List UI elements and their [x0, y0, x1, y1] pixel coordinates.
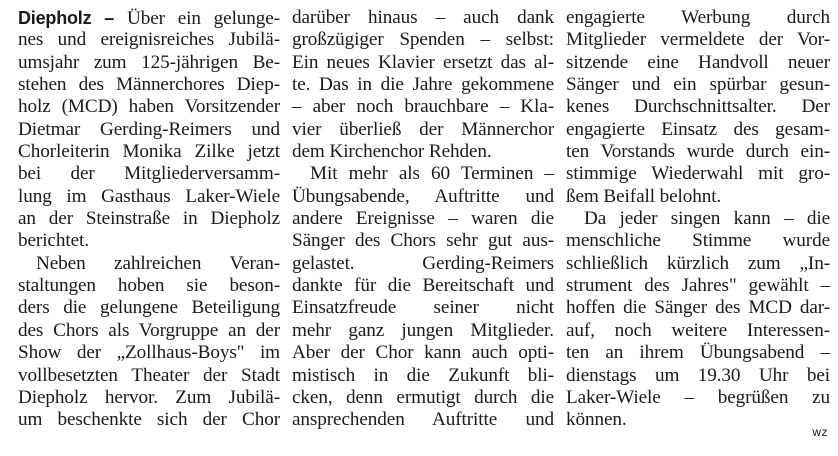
line-text: ten an ihrem Übungsabend –: [566, 342, 830, 364]
line-text: Diepholz hervor. Zum Jubilä-: [18, 386, 280, 408]
line-text: Mit mehr als 60 Terminen –: [310, 163, 554, 185]
article-line: [566, 320, 830, 342]
article-line: [18, 163, 280, 185]
line-text: stehen des Männerchores Diep-: [18, 74, 280, 96]
line-text: mistisch in die Zukunft bli-: [292, 364, 554, 386]
line-text: umsjahr zum 125-jährigen Be-: [18, 51, 280, 73]
line-text: um beschenkte sich der Chor: [18, 409, 280, 431]
line-text: Sänger und ein spürbar gesun-: [566, 74, 830, 96]
line-text: bei der Mitgliederversamm-: [18, 163, 280, 185]
article-line: [292, 96, 554, 118]
article-line: [566, 29, 830, 51]
article-line: [566, 275, 830, 297]
article-line: [566, 253, 830, 275]
article-line: [292, 163, 554, 185]
article-line: [292, 365, 554, 387]
line-text: des Chors als Vorgruppe an der: [18, 319, 280, 341]
article-line: [566, 342, 830, 364]
line-text: großzügiger Spenden – selbst:: [292, 29, 554, 51]
line-text: können.: [566, 409, 627, 431]
article-line: [566, 230, 830, 252]
line-text: Chorleiterin Monika Zilke jetzt: [18, 141, 280, 163]
article-line: [292, 230, 554, 252]
line-text: gelastet. Gerding-Reimers: [292, 252, 554, 274]
line-text: Show der „Zollhaus-Boys" im: [18, 342, 280, 364]
line-text: darüber hinaus – auch dank: [292, 7, 554, 28]
line-text: vollbesetzten Theater der Stadt: [18, 364, 280, 386]
line-text: dem Kirchenchor Rehden.: [292, 141, 492, 163]
article-line: [18, 74, 280, 96]
article-line: [18, 141, 280, 163]
line-text: Sänger des Chors sehr gut aus-: [292, 230, 554, 252]
article-line: [18, 96, 280, 118]
line-text: ansprechenden Auftritte und: [292, 409, 554, 431]
article-line: [566, 74, 830, 96]
line-text: staltungen hoben sie beson-: [18, 275, 280, 297]
article-line: [292, 208, 554, 230]
article-line: [292, 7, 554, 29]
line-text: engagierte Einsatz des gesam-: [566, 118, 830, 140]
article-line: [18, 365, 280, 387]
article-line: [566, 52, 830, 74]
line-text: strument des Jahres" gewählt –: [566, 275, 830, 297]
line-text: auf, noch weitere Interessen-: [566, 319, 830, 341]
line-text: ßem Beifall belohnt.: [566, 185, 722, 207]
article-line: [292, 297, 554, 319]
line-text: ten Vorstands wurde durch ein-: [566, 141, 830, 163]
line-text: mehr ganz jungen Mitglieder.: [292, 319, 554, 341]
article-line: [566, 163, 830, 185]
line-text: cken, denn ermutigt durch die: [292, 386, 554, 408]
line-text: Da jeder singen kann – die: [584, 208, 830, 230]
article-line: [18, 119, 280, 141]
line-text: holz (MCD) haben Vorsitzender: [18, 96, 280, 118]
article-line: [566, 96, 830, 118]
article-line: [292, 186, 554, 208]
line-text: dankte für die Bereitschaft und: [292, 275, 554, 297]
line-text: stimmige Wiederwahl mit gro-: [566, 163, 830, 185]
line-text: ders die gelungene Beteiligung: [18, 297, 280, 319]
article-line: [18, 7, 280, 29]
article-line: [292, 320, 554, 342]
line-text: te. Das in die Jahre gekommene: [292, 74, 554, 96]
article-line: [292, 119, 554, 141]
article-line: [292, 409, 554, 431]
article-line: [18, 52, 280, 74]
article-line: [292, 74, 554, 96]
article-line: [18, 342, 280, 364]
line-text: Übungsabende, Auftritte und: [292, 185, 554, 207]
dateline: Diepholz –: [18, 8, 127, 28]
article-line: [18, 409, 280, 431]
line-text: menschliche Stimme wurde: [566, 230, 830, 252]
line-text: – aber noch brauchbare – Kla-: [292, 96, 554, 118]
article-line: [566, 409, 830, 431]
article-line: [566, 297, 830, 319]
line-text: sitzende eine Handvoll neuer: [566, 51, 830, 73]
article-line: [18, 320, 280, 342]
line-text: andere Ereignisse – waren die: [292, 208, 554, 230]
article-line: [292, 387, 554, 409]
article-line: [18, 275, 280, 297]
article-line: [292, 141, 554, 163]
article-line: [18, 186, 280, 208]
article-line: [292, 342, 554, 364]
line-text: vier überließ der Männerchor: [292, 118, 554, 140]
article-line: [292, 275, 554, 297]
line-text: lung im Gasthaus Laker-Wiele: [18, 185, 280, 207]
article-line: [292, 29, 554, 51]
article-column-1: [18, 7, 280, 432]
line-text: Neben zahlreichen Veran-: [36, 252, 280, 274]
article-line: [566, 208, 830, 230]
line-text: nes und ereignisreiches Jubilä-: [18, 29, 280, 51]
line-text: schließlich kürzlich zum „In-: [566, 252, 830, 274]
line-text: berichtet.: [18, 230, 89, 252]
article-line: [18, 297, 280, 319]
article-line: [18, 253, 280, 275]
article-column-2: [292, 7, 554, 432]
article-line: [18, 230, 280, 252]
article-line: [566, 119, 830, 141]
article-line: [292, 52, 554, 74]
article-line: [566, 186, 830, 208]
article-line: [292, 253, 554, 275]
line-text: Über ein gelunge-: [127, 8, 280, 29]
line-text: hoffen die Sänger des MCD dar-: [566, 297, 830, 319]
line-text: Einsatzfreude seiner nicht: [292, 297, 554, 319]
line-text: kenes Durchschnittsalter. Der: [566, 96, 830, 118]
article-line: [566, 387, 830, 409]
line-text: Mitglieder vermeldete der Vor-: [566, 29, 830, 51]
article-line: [566, 141, 830, 163]
article-line: [566, 365, 830, 387]
article-line: [18, 29, 280, 51]
line-text: Aber der Chor kann auch opti-: [292, 342, 554, 364]
article-line: [18, 208, 280, 230]
author-byline: wz: [812, 425, 828, 439]
line-text: Laker-Wiele – begrüßen zu: [566, 386, 830, 408]
article-line: [18, 387, 280, 409]
article-line: [566, 7, 830, 29]
line-text: engagierte Werbung durch: [566, 7, 830, 28]
line-text: an der Steinstraße in Diepholz: [18, 208, 280, 230]
line-text: Ein neues Klavier ersetzt das al-: [292, 51, 554, 73]
line-text: dienstags um 19.30 Uhr bei: [566, 364, 830, 386]
article-column-3: [566, 7, 830, 432]
line-text: Dietmar Gerding-Reimers und: [18, 118, 280, 140]
